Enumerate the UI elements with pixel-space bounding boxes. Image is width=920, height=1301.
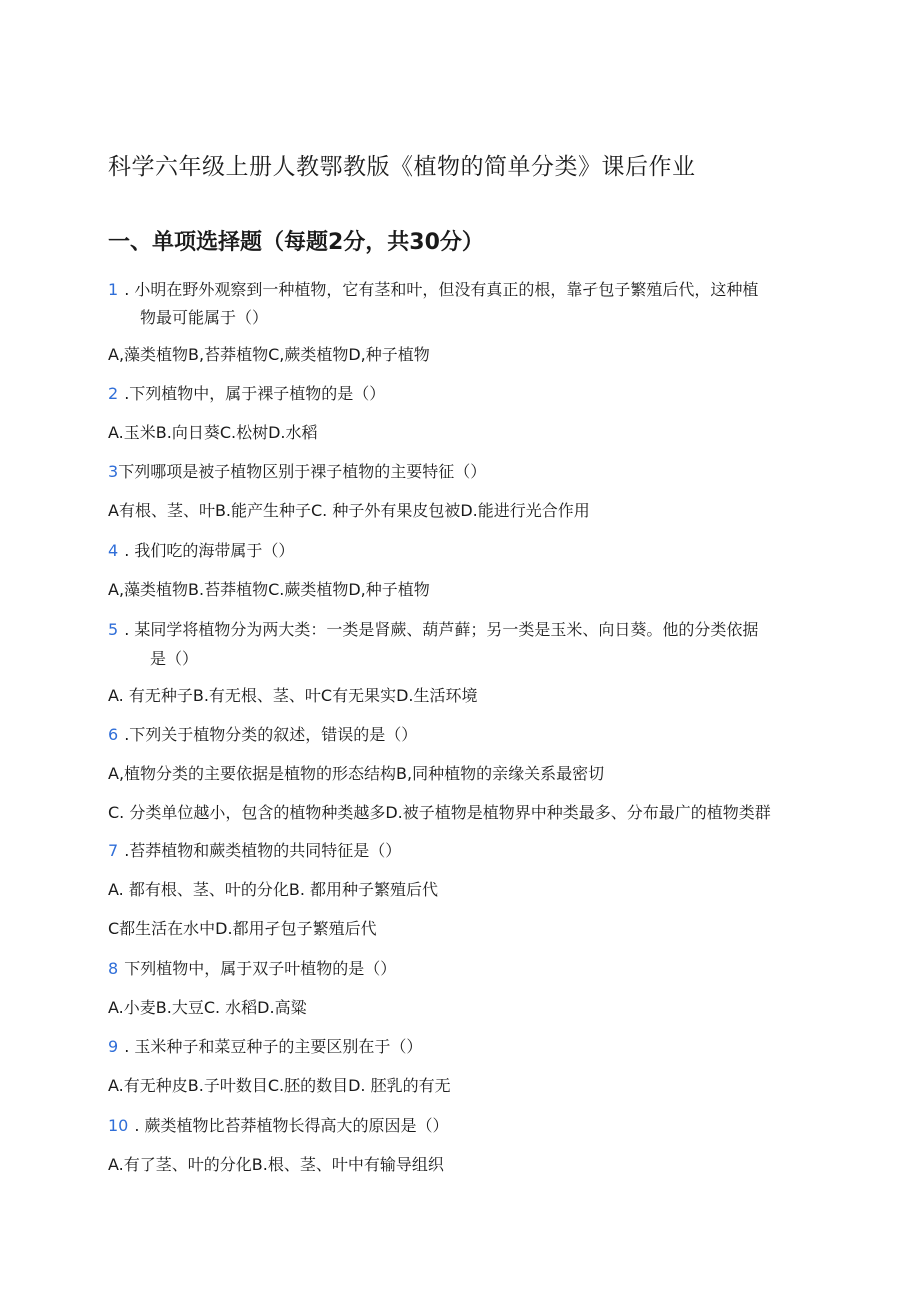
question-9-options: A.有无种皮B.子叶数目C.胚的数目D. 胚乳的有无 — [108, 1076, 451, 1095]
question-1 — [108, 277, 758, 300]
question-4-options: A,藻类植物B.苔莽植物C.蕨类植物D,种子植物 — [108, 580, 430, 599]
question-text: . 小明在野外观察到一种植物，它有茎和叶，但没有真正的根，靠孑包子繁殖后代，这种植 — [124, 280, 759, 299]
question-number: 1 — [108, 280, 119, 299]
question-number: 8 — [108, 959, 119, 978]
question-text: 下列植物中，属于双子叶植物的是（） — [124, 959, 397, 978]
question-10-options: A.有了茎、叶的分化B.根、茎、叶中有输导组织 — [108, 1155, 444, 1174]
question-5-continuation: 是（） — [150, 649, 199, 668]
question-number: 9 — [108, 1037, 119, 1056]
question-text: . 某同学将植物分为两大类：一类是肾蕨、葫芦藓；另一类是玉米、向日葵。他的分类依据 — [124, 620, 759, 639]
question-number: 3 — [108, 462, 119, 481]
question-number: 10 — [108, 1116, 129, 1135]
question-number: 5 — [108, 620, 119, 639]
question-7-options-2: C都生活在水中D.都用孑包子繁殖后代 — [108, 919, 377, 938]
question-9 — [108, 1034, 422, 1057]
question-6-options-1: A,植物分类的主要依据是植物的形态结构B,同种植物的亲缘关系最密切 — [108, 764, 605, 783]
question-4 — [108, 538, 294, 561]
question-number: 6 — [108, 725, 119, 744]
question-8 — [108, 956, 396, 979]
document-title: 科学六年级上册人教鄂教版《植物的简单分类》课后作业 — [108, 154, 696, 180]
question-3 — [108, 459, 486, 482]
question-text: . 玉米种子和菜豆种子的主要区别在于（） — [124, 1037, 423, 1056]
question-6 — [108, 722, 417, 745]
question-text: .苔莽植物和蕨类植物的共同特征是（） — [124, 841, 402, 860]
question-2-options: A.玉米B.向日葵C.松树D.水稻 — [108, 423, 318, 442]
question-1-continuation: 物最可能属于（） — [140, 308, 269, 327]
question-8-options: A.小麦B.大豆C. 水稻D.高粱 — [108, 998, 307, 1017]
question-1-options: A,藻类植物B,苔莽植物C,蕨类植物D,种子植物 — [108, 345, 430, 364]
question-5-options: A. 有无种子B.有无根、茎、叶C有无果实D.生活环境 — [108, 686, 478, 705]
section-heading: 一、单项选择题（每题2分，共30分） — [108, 230, 484, 255]
question-text: . 我们吃的海带属于（） — [124, 541, 295, 560]
question-7-options-1: A. 都有根、茎、叶的分化B. 都用种子繁殖后代 — [108, 880, 438, 899]
question-10 — [108, 1113, 449, 1136]
question-text: 下列哪项是被子植物区别于裸子植物的主要特征（） — [118, 462, 487, 481]
question-text: .下列植物中，属于裸子植物的是（） — [124, 384, 386, 403]
question-6-options-2: C. 分类单位越小，包含的植物种类越多D.被子植物是植物界中种类最多、分布最广的植物类群 — [108, 803, 771, 822]
question-number: 7 — [108, 841, 119, 860]
question-number: 4 — [108, 541, 119, 560]
question-number: 2 — [108, 384, 119, 403]
question-7 — [108, 838, 401, 861]
question-5 — [108, 617, 758, 640]
question-text: . 蕨类植物比苔莽植物长得高大的原因是（） — [134, 1116, 449, 1135]
question-2 — [108, 381, 385, 404]
question-3-options: A有根、茎、叶B.能产生种子C. 种子外有果皮包被D.能进行光合作用 — [108, 501, 590, 520]
question-text: .下列关于植物分类的叙述，错误的是（） — [124, 725, 418, 744]
